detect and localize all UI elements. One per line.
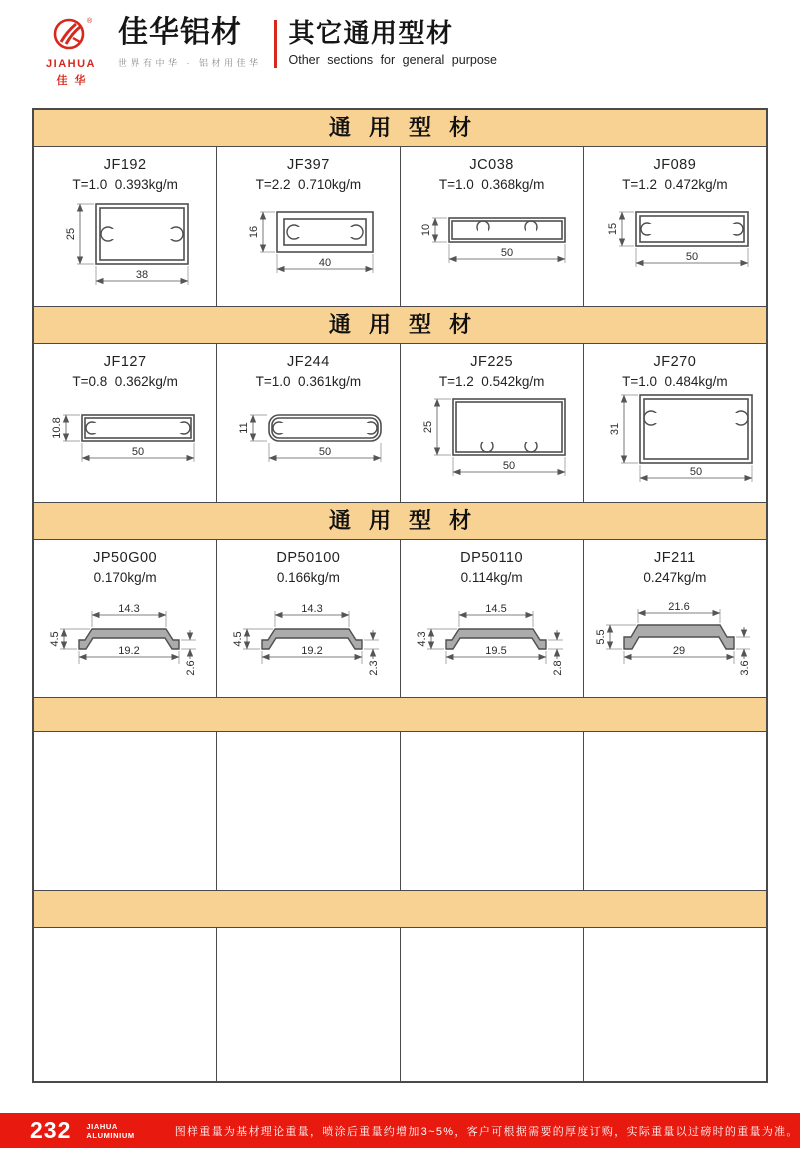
registered-mark: ® bbox=[87, 18, 93, 25]
profile-name: JF089 bbox=[653, 157, 697, 173]
profile-drawing-dp50100 bbox=[217, 585, 400, 689]
dim-width-label: 38 bbox=[135, 269, 149, 281]
dim-width-label: 50 bbox=[319, 446, 332, 458]
page-header bbox=[30, 16, 497, 88]
dim-top-label: 14.3 bbox=[118, 603, 140, 615]
profile-outline bbox=[96, 204, 188, 264]
profile-drawing-jc038 bbox=[401, 192, 584, 296]
profile-row-3 bbox=[34, 540, 766, 698]
profile-row-2 bbox=[34, 344, 766, 503]
profile-cell-jf225 bbox=[401, 344, 584, 502]
footer-brand-line2: ALUMINIUM bbox=[86, 1130, 135, 1140]
profile-spec: T=2.2 0.710kg/m bbox=[255, 177, 362, 192]
dim-height-label: 15 bbox=[606, 222, 619, 236]
dim-width-label: 50 bbox=[131, 446, 145, 458]
profile-cell-jf192 bbox=[34, 147, 217, 306]
section-banner: 通 用 型 材 bbox=[34, 110, 766, 147]
section-title-en: Other sections for general purpose bbox=[288, 53, 497, 67]
logo-brand-en: JIAHUA bbox=[46, 58, 96, 70]
section-banner: 通 用 型 材 bbox=[34, 502, 766, 540]
section-title-cn: 其它通用型材 bbox=[288, 18, 454, 48]
dim-bottom-label: 19.2 bbox=[118, 645, 140, 657]
empty-cell bbox=[34, 732, 217, 890]
company-block bbox=[118, 16, 262, 69]
jiahua-logo-icon bbox=[49, 16, 93, 52]
dim-width-label: 50 bbox=[685, 251, 698, 263]
profile-drawing-jf192 bbox=[34, 192, 217, 296]
dim-thick-label: 3.6 bbox=[738, 660, 751, 676]
dim-height-label: 10.8 bbox=[51, 417, 63, 439]
dim-height-label: 25 bbox=[421, 420, 434, 434]
dim-thick-label: 2.3 bbox=[368, 660, 381, 676]
profile-name: JC038 bbox=[469, 157, 514, 173]
profile-cell-jf089 bbox=[584, 147, 766, 306]
profile-name: JF244 bbox=[286, 354, 330, 370]
profile-name: DP50100 bbox=[276, 550, 341, 566]
profile-cell-jc038 bbox=[401, 147, 584, 306]
profile-drawing-jf089 bbox=[584, 192, 766, 296]
page-number: 232 bbox=[30, 1117, 72, 1143]
empty-cell bbox=[401, 732, 584, 890]
profile-drawing-jp50g00 bbox=[34, 585, 217, 689]
profile-spec: 0.247kg/m bbox=[643, 570, 707, 585]
empty-cell bbox=[34, 928, 217, 1081]
profile-row-empty-2 bbox=[34, 928, 766, 1081]
dim-thick-label: 2.8 bbox=[551, 660, 564, 676]
profile-name: JF211 bbox=[654, 550, 696, 566]
profile-drawing-jf211 bbox=[584, 585, 766, 689]
profile-name: JF270 bbox=[653, 354, 697, 370]
dim-height-label: 10 bbox=[419, 223, 432, 237]
profile-spec: 0.170kg/m bbox=[93, 570, 157, 585]
footer-brand-line1: JIAHUA bbox=[86, 1121, 118, 1131]
dim-top-label: 14.3 bbox=[301, 603, 323, 615]
footer-note: 图样重量为基材理论重量，喷涂后重量约增加3~5%，客户可根据需要的厚度订购，实际重量以过磅时的重量为准。 bbox=[174, 1125, 799, 1138]
dimension-lines bbox=[619, 212, 748, 267]
profile-row-empty-1 bbox=[34, 732, 766, 891]
profile-outline bbox=[640, 395, 752, 463]
dim-width-label: 50 bbox=[502, 460, 515, 472]
profile-name: JF127 bbox=[103, 354, 147, 370]
profile-spec: 0.166kg/m bbox=[276, 570, 340, 585]
empty-cell bbox=[584, 928, 766, 1081]
dim-height-label: 11 bbox=[238, 422, 251, 434]
dim-width-label: 50 bbox=[689, 466, 702, 478]
section-banner: 通 用 型 材 bbox=[34, 306, 766, 344]
logo-brand-cn: 佳华 bbox=[56, 75, 93, 87]
dim-bottom-label: 19.5 bbox=[484, 645, 507, 657]
dim-height-label: 16 bbox=[248, 225, 261, 239]
page-footer bbox=[0, 1113, 800, 1148]
dim-height-label: 4.5 bbox=[49, 631, 61, 647]
dim-height-label: 4.5 bbox=[232, 631, 245, 647]
profile-catalog-table bbox=[32, 108, 768, 1083]
profile-spec: T=1.0 0.361kg/m bbox=[255, 374, 362, 389]
dim-top-label: 21.6 bbox=[668, 601, 690, 613]
profile-cell-dp50110 bbox=[401, 540, 584, 697]
profile-name: JF192 bbox=[103, 157, 147, 173]
company-slogan: 世界有中华 · 铝材用佳华 bbox=[118, 58, 262, 68]
profile-drawing-jf397 bbox=[217, 192, 400, 296]
empty-cell bbox=[217, 732, 400, 890]
profile-cell-jp50g00 bbox=[34, 540, 217, 697]
section-title-block bbox=[289, 17, 497, 67]
profile-drawing-jf244 bbox=[217, 389, 400, 493]
profile-row-1 bbox=[34, 147, 766, 307]
profile-name: JF397 bbox=[286, 157, 330, 173]
dim-width-label: 40 bbox=[319, 257, 332, 269]
profile-spec: T=1.0 0.484kg/m bbox=[622, 374, 728, 389]
empty-cell bbox=[584, 732, 766, 890]
profile-outline bbox=[277, 212, 373, 252]
empty-cell bbox=[217, 928, 400, 1081]
profile-name: JP50G00 bbox=[93, 550, 158, 566]
profile-drawing-jf225 bbox=[401, 389, 584, 493]
dim-thick-label: 2.6 bbox=[185, 660, 197, 676]
dim-height-label: 31 bbox=[608, 422, 621, 436]
dim-height-label: 5.5 bbox=[594, 629, 607, 645]
dim-top-label: 14.5 bbox=[484, 603, 507, 615]
profile-spec: T=0.8 0.362kg/m bbox=[72, 374, 178, 389]
profile-cell-jf270 bbox=[584, 344, 766, 502]
profile-drawing-jf270 bbox=[584, 389, 766, 493]
company-logo bbox=[30, 16, 112, 88]
profile-spec: 0.114kg/m bbox=[460, 570, 523, 585]
profile-cell-jf397 bbox=[217, 147, 400, 306]
section-banner-empty bbox=[34, 890, 766, 928]
dimension-lines bbox=[77, 204, 188, 285]
profile-spec: T=1.2 0.472kg/m bbox=[622, 177, 728, 192]
profile-cell-dp50100 bbox=[217, 540, 400, 697]
company-name: 佳华铝材 bbox=[118, 16, 242, 49]
profile-cell-jf127 bbox=[34, 344, 217, 502]
dim-bottom-label: 29 bbox=[672, 645, 685, 657]
profile-outline bbox=[453, 399, 565, 455]
profile-spec: T=1.0 0.393kg/m bbox=[72, 177, 178, 192]
header-divider bbox=[274, 20, 277, 68]
dim-bottom-label: 19.2 bbox=[301, 645, 323, 657]
profile-drawing-jf127 bbox=[34, 389, 217, 493]
profile-spec: T=1.2 0.542kg/m bbox=[438, 374, 545, 389]
profile-spec: T=1.0 0.368kg/m bbox=[438, 177, 545, 192]
section-banner-empty bbox=[34, 697, 766, 732]
footer-brand bbox=[86, 1122, 134, 1140]
profile-name: DP50110 bbox=[460, 550, 524, 566]
dim-width-label: 50 bbox=[500, 247, 513, 259]
profile-name: JF225 bbox=[470, 354, 514, 370]
profile-cell-jf244 bbox=[217, 344, 400, 502]
dim-height-label: 4.3 bbox=[415, 631, 428, 647]
empty-cell bbox=[401, 928, 584, 1081]
profile-cell-jf211 bbox=[584, 540, 766, 697]
profile-drawing-dp50110 bbox=[401, 585, 584, 689]
dim-height-label: 25 bbox=[65, 227, 77, 241]
